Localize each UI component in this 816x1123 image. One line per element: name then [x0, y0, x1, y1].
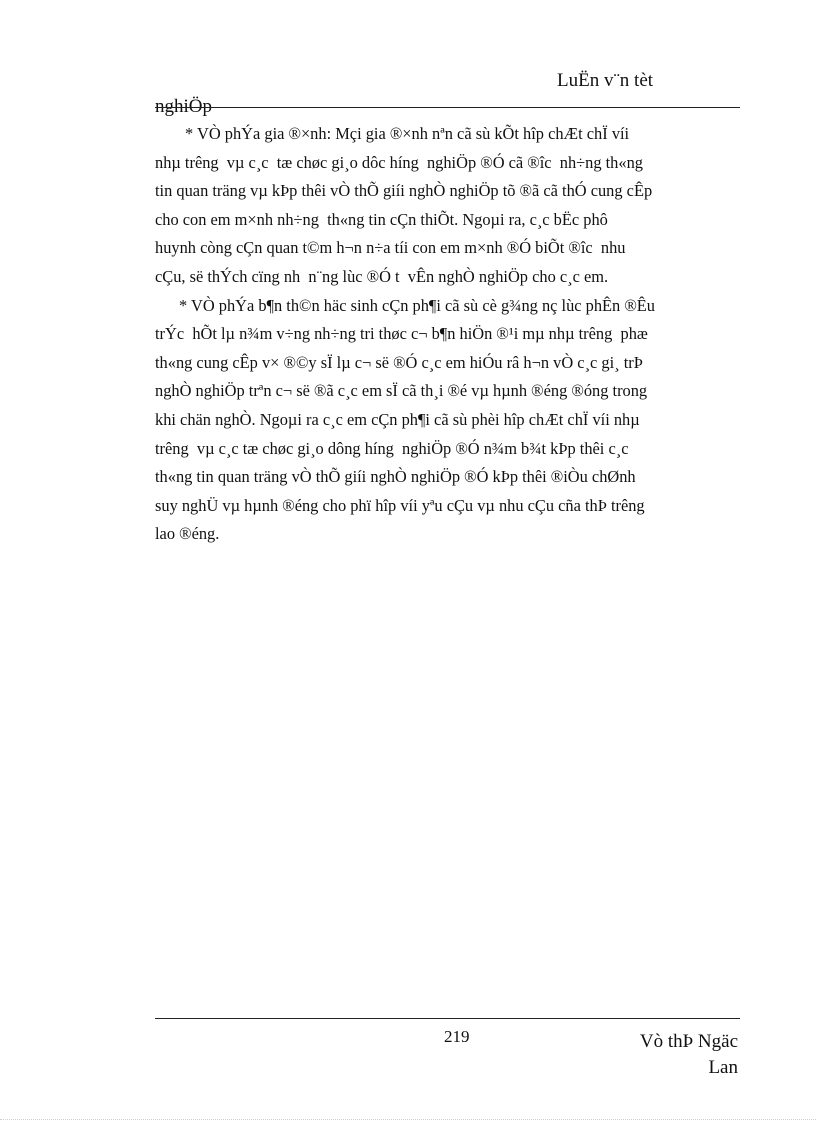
- text-line: lao ®éng.: [155, 524, 220, 544]
- page-number: 219: [444, 1027, 470, 1046]
- paragraph-family: [155, 120, 739, 292]
- text-line: suy nghÜ vµ hµnh ®éng cho phï hîp víi yªu cÇu vµ nhu cÇu cña thÞ trêng: [155, 495, 645, 515]
- paragraph-students: [155, 292, 739, 549]
- text-line: th«ng cung cÊp v× ®©y sÏ lµ c¬ së ®Ó c¸c em hiÓu râ h¬n vÒ c¸c gi¸ trÞ: [155, 352, 643, 372]
- text-line: tin quan träng vµ kÞp thêi vÒ thÕ giíi nghÒ nghiÖp tõ ®ã cã thÓ cung cÊp: [155, 181, 653, 201]
- text-line: trÝc hÕt lµ n¾m v÷ng nh÷ng tri thøc c¬ b¶n hiÖn ®¹i mµ nhµ trêng phæ: [155, 324, 648, 344]
- footer-divider: [155, 1018, 740, 1019]
- text-line: nhµ trêng vµ c¸c tæ chøc gi¸o dôc híng nghiÖp ®Ó cã ®îc nh÷ng th«ng: [155, 152, 643, 172]
- author-name: [538, 1029, 738, 1081]
- text-line: trêng vµ c¸c tæ chøc gi¸o dông híng nghiÖp ®Ó n¾m b¾t kÞp thêi c¸c: [155, 438, 629, 458]
- text-line: huynh còng cÇn quan t©m h¬n n÷a tíi con em m×nh ®Ó biÕt ®îc nhu: [155, 238, 626, 258]
- text-line: khi chän nghÒ. Ngoµi ra c¸c em cÇn ph¶i cã sù phèi hîp chÆt chÏ víi nhµ: [155, 409, 640, 429]
- page-bottom-dotted-edge: [0, 1119, 816, 1120]
- header-divider: [155, 107, 740, 108]
- author-name-line: Lan: [708, 1057, 738, 1078]
- text-line: cho con em m×nh nh÷ng th«ng tin cÇn thiÕt. Ngoµi ra, c¸c bËc phô: [155, 209, 608, 229]
- header-title-continuation: nghiÖp: [155, 96, 212, 117]
- text-line: cÇu, së thÝch cïng nh n¨ng lùc ®Ó t vÊn nghÒ nghiÖp cho c¸c em.: [155, 266, 609, 286]
- author-name-line: Vò thÞ Ngäc: [639, 1031, 738, 1052]
- text-line: * VÒ phÝa b¶n th©n häc sinh cÇn ph¶i cã sù cè g¾ng nç lùc phÊn ®Êu: [179, 295, 656, 315]
- document-body: [155, 120, 739, 549]
- text-line: th«ng tin quan träng vÒ thÕ giíi nghÒ nghiÖp ®Ó kÞp thêi ®iÒu chØnh: [155, 467, 636, 487]
- text-line: * VÒ phÝa gia ®×nh: Mçi gia ®×nh nªn cã sù kÕt hîp chÆt chÏ víi: [185, 124, 630, 143]
- header-title: LuËn v¨n tèt: [557, 70, 654, 91]
- text-line: nghÒ nghiÖp trªn c¬ së ®ã c¸c em sÏ cã th¸i ®é vµ hµnh ®éng ®óng trong: [155, 381, 648, 401]
